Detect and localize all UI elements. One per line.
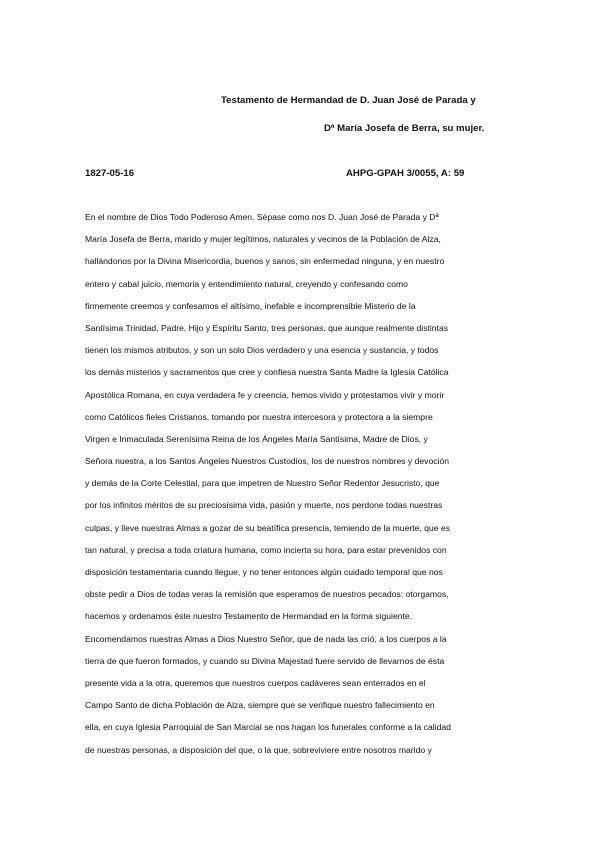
body-line: culpas, y lleve nuestras Almas a gozar de su beatífica presencia, temiendo de la muerte, que es	[85, 522, 450, 533]
body-line: Virgen e Inmaculada Serenísima Reina de los Ángeles María Santísima, Madre de Dios, y	[85, 433, 428, 444]
body-line: entero y cabal juicio, memoria y entendimiento natural, creyendo y confesando como	[85, 278, 408, 289]
body-line: Apostólica Romana, en cuya verdadera fe y creencia, hemos vivido y protestamos vivir y morir	[85, 389, 445, 400]
document-title-line-1: Testamento de Hermandad de D. Juan José de Parada y	[221, 95, 476, 106]
archive-reference: AHPG-GPAH 3/0055, A: 59	[346, 168, 465, 179]
body-line: y demás de la Corte Celestial, para que impetren de Nuestro Señor Redentor Jesucristo, que	[85, 478, 440, 489]
body-line: Señora nuestra, a los Santos Ángeles Nuestros Custodios, los de nuestros nombres y devoción	[85, 456, 450, 467]
body-line: Campo Santo de dicha Población de Alza, siempre que se verifique nuestro fallecimiento en	[85, 700, 435, 711]
document-title-line-2: Dª María Josefa de Berra, su mujer.	[324, 123, 485, 134]
document-body	[85, 206, 515, 761]
body-line: tierra de que fueron formados, y cuando su Divina Majestad fuere servido de llevarnos de ésta	[85, 655, 445, 666]
body-line: ella, en cuya Iglesia Parroquial de San Marcial se nos hagan los funerales conforme a la calidad	[85, 722, 451, 733]
body-line: tan natural, y precisa a toda criatura humana, como incierta su hora, para estar prevenidos con	[85, 544, 447, 555]
body-line: como Católicos fieles Cristianos, tomando por nuestra intercesora y protectora a la siempre	[85, 411, 433, 422]
body-line: Encomendamos nuestras Almas a Dios Nuestro Señor, que de nada las crió, a los cuerpos a la	[85, 633, 447, 644]
body-line: de nuestras personas, a disposición del que, o la que, sobreviviere entre nosotros marido y	[85, 744, 432, 755]
body-line: presente vida a la otra, queremos que nuestros cuerpos cadáveres sean enterrados en el	[85, 677, 426, 688]
body-line: disposición testamentaria cuando llegue, y no tener entonces algún cuidado temporal que nos	[85, 567, 443, 577]
body-line: hacemos y ordenamos éste nuestro Testamento de Hermandad en la forma siguiente.	[85, 611, 413, 622]
body-line: por los infinitos méritos de su preciosísima vida, pasión y muerte, nos perdone todas nuestras	[85, 500, 443, 511]
body-line: tienen los mismos atributos, y son un solo Dios verdadero y una esencia y sustancia, y todos	[85, 345, 439, 356]
body-line: En el nombre de Dios Todo Poderoso Amen. Sépase como nos D. Juan José de Parada y Dª	[85, 212, 439, 222]
body-line: obste pedir a Dios de todas veras la remisión que esperamos de nuestros pecados: otorgamos,	[85, 589, 449, 600]
body-line: hallándonos por la Divina Misericordia, buenos y sanos, sin enfermedad ninguna, y en nuestro	[85, 256, 445, 267]
body-line: Santísima Trinidad, Padre, Hijo y Espíritu Santo, tres personas, que aunque realmente distintas	[85, 322, 449, 333]
body-line: los demás misterios y sacramentos que cree y confiesa nuestra Santa Madre la Iglesia Católica	[85, 367, 449, 378]
document-date: 1827-05-16	[85, 168, 135, 179]
body-line: María Josefa de Berra, marido y mujer legítimos, naturales y vecinos de la Población de Alza,	[85, 234, 441, 245]
body-line: firmemente creemos y confesamos el altísimo, inefable e incomprensible Misterio de la	[85, 300, 416, 311]
